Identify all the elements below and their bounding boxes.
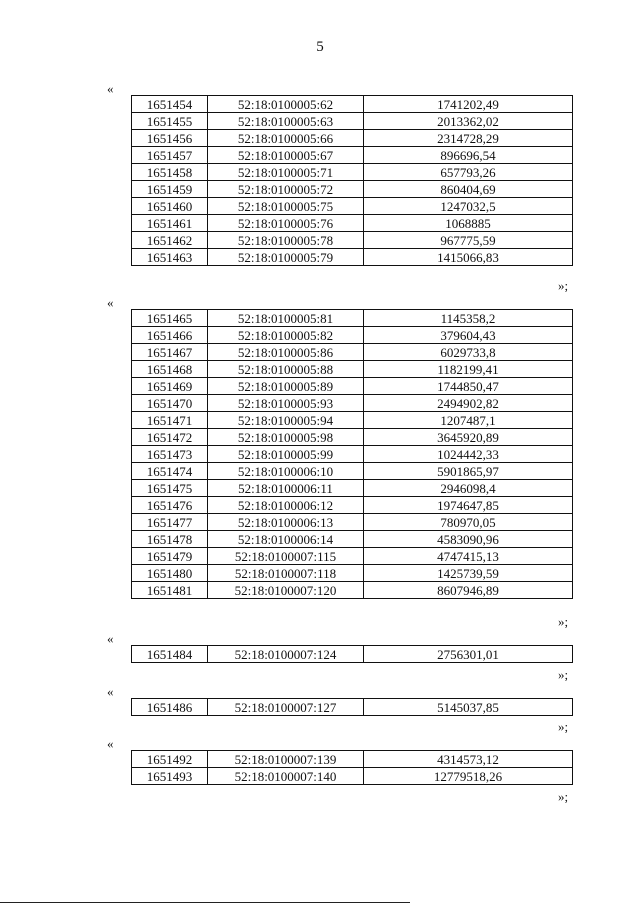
value-cell: 1425739,59: [364, 565, 573, 582]
table-row: [132, 395, 573, 412]
cadastral-number-cell: 52:18:0100007:115: [208, 548, 364, 565]
cadastral-number-cell: 52:18:0100005:76: [208, 215, 364, 232]
table-row: [132, 310, 573, 327]
cadastral-number-cell: 52:18:0100005:99: [208, 446, 364, 463]
table-body: [132, 310, 573, 599]
cadastral-number-cell: 52:18:0100005:98: [208, 429, 364, 446]
value-cell: 1744850,47: [364, 378, 573, 395]
value-cell: 6029733,8: [364, 344, 573, 361]
cadastral-number-cell: 52:18:0100005:82: [208, 327, 364, 344]
registry-number-cell: 1651481: [132, 582, 208, 599]
cadastral-number-cell: 52:18:0100007:127: [208, 699, 364, 716]
registry-number-cell: 1651469: [132, 378, 208, 395]
value-cell: 5145037,85: [364, 699, 573, 716]
registry-number-cell: 1651455: [132, 113, 208, 130]
registry-number-cell: 1651467: [132, 344, 208, 361]
registry-number-cell: 1651478: [132, 531, 208, 548]
registry-number-cell: 1651472: [132, 429, 208, 446]
value-cell: 1182199,41: [364, 361, 573, 378]
registry-number-cell: 1651461: [132, 215, 208, 232]
registry-number-cell: 1651457: [132, 147, 208, 164]
value-cell: 1247032,5: [364, 198, 573, 215]
cadastral-number-cell: 52:18:0100005:62: [208, 96, 364, 113]
value-cell: 2494902,82: [364, 395, 573, 412]
table-row: [132, 181, 573, 198]
data-table: [131, 750, 573, 785]
registry-number-cell: 1651462: [132, 232, 208, 249]
table-row: [132, 198, 573, 215]
registry-number-cell: 1651454: [132, 96, 208, 113]
table-body: [132, 96, 573, 266]
registry-number-cell: 1651476: [132, 497, 208, 514]
table-row: [132, 113, 573, 130]
cadastral-number-cell: 52:18:0100006:12: [208, 497, 364, 514]
table-row: [132, 646, 573, 663]
data-table: [131, 645, 573, 663]
registry-number-cell: 1651479: [132, 548, 208, 565]
value-cell: 1415066,83: [364, 249, 573, 266]
value-cell: 2013362,02: [364, 113, 573, 130]
table-row: [132, 582, 573, 599]
value-cell: 12779518,26: [364, 768, 573, 785]
value-cell: 860404,69: [364, 181, 573, 198]
cadastral-number-cell: 52:18:0100006:13: [208, 514, 364, 531]
table-row: [132, 412, 573, 429]
value-cell: 4314573,12: [364, 751, 573, 768]
registry-number-cell: 1651470: [132, 395, 208, 412]
table-row: [132, 463, 573, 480]
table-row: [132, 768, 573, 785]
registry-number-cell: 1651466: [132, 327, 208, 344]
opening-quote: «: [107, 81, 114, 96]
cadastral-number-cell: 52:18:0100007:139: [208, 751, 364, 768]
registry-number-cell: 1651475: [132, 480, 208, 497]
opening-quote: «: [107, 736, 114, 751]
cadastral-number-cell: 52:18:0100005:81: [208, 310, 364, 327]
value-cell: 780970,05: [364, 514, 573, 531]
cadastral-number-cell: 52:18:0100006:11: [208, 480, 364, 497]
registry-number-cell: 1651463: [132, 249, 208, 266]
closing-quote: »;: [558, 614, 569, 629]
table-row: [132, 446, 573, 463]
cadastral-number-cell: 52:18:0100007:120: [208, 582, 364, 599]
registry-number-cell: 1651493: [132, 768, 208, 785]
cadastral-number-cell: 52:18:0100005:79: [208, 249, 364, 266]
table-row: [132, 497, 573, 514]
registry-number-cell: 1651473: [132, 446, 208, 463]
table-row: [132, 514, 573, 531]
value-cell: 657793,26: [364, 164, 573, 181]
value-cell: 967775,59: [364, 232, 573, 249]
table-row: [132, 429, 573, 446]
registry-number-cell: 1651468: [132, 361, 208, 378]
closing-quote: »;: [558, 667, 569, 682]
table-row: [132, 480, 573, 497]
cadastral-number-cell: 52:18:0100007:118: [208, 565, 364, 582]
registry-number-cell: 1651456: [132, 130, 208, 147]
opening-quote: «: [107, 631, 114, 646]
registry-number-cell: 1651471: [132, 412, 208, 429]
data-table: [131, 95, 573, 266]
registry-number-cell: 1651474: [132, 463, 208, 480]
cadastral-number-cell: 52:18:0100005:93: [208, 395, 364, 412]
registry-number-cell: 1651458: [132, 164, 208, 181]
cadastral-number-cell: 52:18:0100005:66: [208, 130, 364, 147]
table-row: [132, 378, 573, 395]
cadastral-number-cell: 52:18:0100005:88: [208, 361, 364, 378]
registry-number-cell: 1651484: [132, 646, 208, 663]
opening-quote: «: [107, 295, 114, 310]
value-cell: 8607946,89: [364, 582, 573, 599]
value-cell: 896696,54: [364, 147, 573, 164]
registry-number-cell: 1651486: [132, 699, 208, 716]
table-row: [132, 751, 573, 768]
cadastral-number-cell: 52:18:0100006:10: [208, 463, 364, 480]
cadastral-number-cell: 52:18:0100005:72: [208, 181, 364, 198]
value-cell: 1974647,85: [364, 497, 573, 514]
bottom-rule: [0, 902, 410, 903]
table-row: [132, 699, 573, 716]
registry-number-cell: 1651477: [132, 514, 208, 531]
cadastral-number-cell: 52:18:0100007:124: [208, 646, 364, 663]
table-row: [132, 232, 573, 249]
registry-number-cell: 1651465: [132, 310, 208, 327]
table-body: [132, 646, 573, 663]
table-row: [132, 215, 573, 232]
cadastral-number-cell: 52:18:0100005:89: [208, 378, 364, 395]
value-cell: 2756301,01: [364, 646, 573, 663]
cadastral-number-cell: 52:18:0100005:63: [208, 113, 364, 130]
cadastral-number-cell: 52:18:0100005:67: [208, 147, 364, 164]
table-row: [132, 565, 573, 582]
cadastral-number-cell: 52:18:0100005:78: [208, 232, 364, 249]
cadastral-number-cell: 52:18:0100005:71: [208, 164, 364, 181]
closing-quote: »;: [558, 719, 569, 734]
value-cell: 2314728,29: [364, 130, 573, 147]
registry-number-cell: 1651480: [132, 565, 208, 582]
value-cell: 1024442,33: [364, 446, 573, 463]
value-cell: 2946098,4: [364, 480, 573, 497]
cadastral-number-cell: 52:18:0100005:75: [208, 198, 364, 215]
table-row: [132, 361, 573, 378]
data-table: [131, 309, 573, 599]
cadastral-number-cell: 52:18:0100005:94: [208, 412, 364, 429]
table-row: [132, 130, 573, 147]
table-row: [132, 147, 573, 164]
closing-quote: »;: [558, 278, 569, 293]
value-cell: 1207487,1: [364, 412, 573, 429]
table-row: [132, 344, 573, 361]
table-row: [132, 531, 573, 548]
registry-number-cell: 1651459: [132, 181, 208, 198]
value-cell: 4583090,96: [364, 531, 573, 548]
value-cell: 3645920,89: [364, 429, 573, 446]
cadastral-number-cell: 52:18:0100007:140: [208, 768, 364, 785]
table-row: [132, 327, 573, 344]
cadastral-number-cell: 52:18:0100006:14: [208, 531, 364, 548]
cadastral-number-cell: 52:18:0100005:86: [208, 344, 364, 361]
table-row: [132, 96, 573, 113]
value-cell: 379604,43: [364, 327, 573, 344]
opening-quote: «: [107, 684, 114, 699]
table-body: [132, 751, 573, 785]
table-row: [132, 164, 573, 181]
value-cell: 1741202,49: [364, 96, 573, 113]
table-body: [132, 699, 573, 716]
page-number: 5: [316, 39, 324, 55]
registry-number-cell: 1651492: [132, 751, 208, 768]
value-cell: 1145358,2: [364, 310, 573, 327]
registry-number-cell: 1651460: [132, 198, 208, 215]
value-cell: 5901865,97: [364, 463, 573, 480]
table-row: [132, 548, 573, 565]
data-table: [131, 698, 573, 716]
value-cell: 4747415,13: [364, 548, 573, 565]
table-row: [132, 249, 573, 266]
value-cell: 1068885: [364, 215, 573, 232]
closing-quote: »;: [558, 789, 569, 804]
